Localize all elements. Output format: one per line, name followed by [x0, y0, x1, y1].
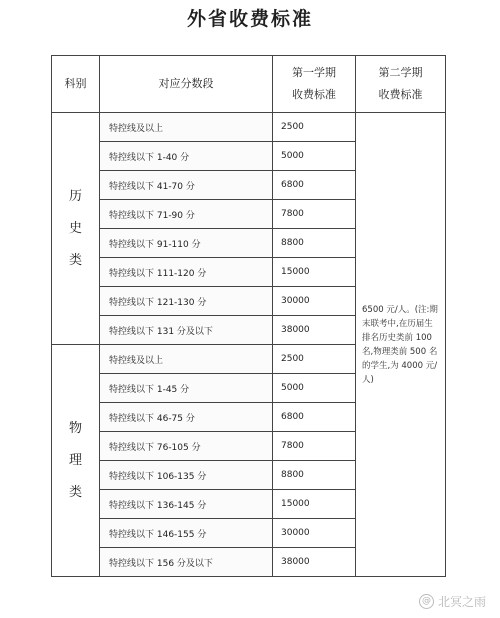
subject-char: 理	[68, 452, 82, 468]
score-range-cell: 特控线及以上	[100, 345, 273, 374]
score-range-cell: 特控线以下 146-155 分	[100, 519, 273, 548]
header-sem1	[273, 56, 356, 113]
sem2-fee-note: 6500 元/人。(注:期末联考中,在历届生排名历史类前 100 名,物理类前 500 名的学生,为 4000 元/人)	[356, 113, 446, 577]
score-range-cell: 特控线以下 106-135 分	[100, 461, 273, 490]
watermark-text: 北冥之雨	[437, 595, 486, 609]
sem1-fee-cell: 5000	[273, 142, 356, 171]
header-sem2	[356, 56, 446, 113]
score-range-cell: 特控线以下 71-90 分	[100, 200, 273, 229]
sem1-fee-cell: 38000	[273, 548, 356, 577]
subject-cell	[52, 113, 100, 345]
sem1-fee-cell: 7800	[273, 432, 356, 461]
sem1-fee-cell: 8800	[273, 229, 356, 258]
sem1-fee-cell: 2500	[273, 345, 356, 374]
table-row	[52, 113, 446, 142]
header-range: 对应分数段	[100, 56, 273, 113]
score-range-cell: 特控线以下 41-70 分	[100, 171, 273, 200]
sem1-fee-cell: 5000	[273, 374, 356, 403]
sem1-fee-cell: 2500	[273, 113, 356, 142]
sem1-fee-cell: 30000	[273, 519, 356, 548]
sem1-fee-cell: 15000	[273, 490, 356, 519]
weibo-icon: @	[419, 594, 434, 609]
score-range-cell: 特控线以下 121-130 分	[100, 287, 273, 316]
score-range-cell: 特控线以下 136-145 分	[100, 490, 273, 519]
score-range-cell: 特控线以下 1-40 分	[100, 142, 273, 171]
score-range-cell: 特控线以下 1-45 分	[100, 374, 273, 403]
fee-table	[51, 55, 446, 577]
header-sem1-line1: 第一学期	[292, 66, 336, 79]
subject-char: 历	[68, 188, 82, 204]
subject-char: 类	[68, 252, 82, 268]
sem1-fee-cell: 15000	[273, 258, 356, 287]
subject-char: 类	[68, 484, 82, 500]
score-range-cell: 特控线以下 46-75 分	[100, 403, 273, 432]
sem1-fee-cell: 6800	[273, 171, 356, 200]
header-sem2-line1: 第二学期	[378, 66, 423, 79]
subject-char: 物	[68, 420, 82, 436]
sem1-fee-cell: 6800	[273, 403, 356, 432]
score-range-cell: 特控线以下 76-105 分	[100, 432, 273, 461]
subject-char: 史	[68, 220, 82, 236]
header-sem1-line2: 收费标准	[292, 88, 336, 101]
page-title: 外省收费标准	[186, 8, 313, 30]
sem1-fee-cell: 38000	[273, 316, 356, 345]
header-sem2-line2: 收费标准	[378, 88, 423, 101]
score-range-cell: 特控线以下 156 分及以下	[100, 548, 273, 577]
score-range-cell: 特控线及以上	[100, 113, 273, 142]
score-range-cell: 特控线以下 111-120 分	[100, 258, 273, 287]
sem1-fee-cell: 7800	[273, 200, 356, 229]
table-header-row	[52, 56, 446, 113]
score-range-cell: 特控线以下 91-110 分	[100, 229, 273, 258]
subject-cell	[52, 345, 100, 577]
watermark	[419, 593, 486, 610]
sem1-fee-cell: 8800	[273, 461, 356, 490]
header-subject: 科别	[52, 56, 100, 113]
sem1-fee-cell: 30000	[273, 287, 356, 316]
score-range-cell: 特控线以下 131 分及以下	[100, 316, 273, 345]
